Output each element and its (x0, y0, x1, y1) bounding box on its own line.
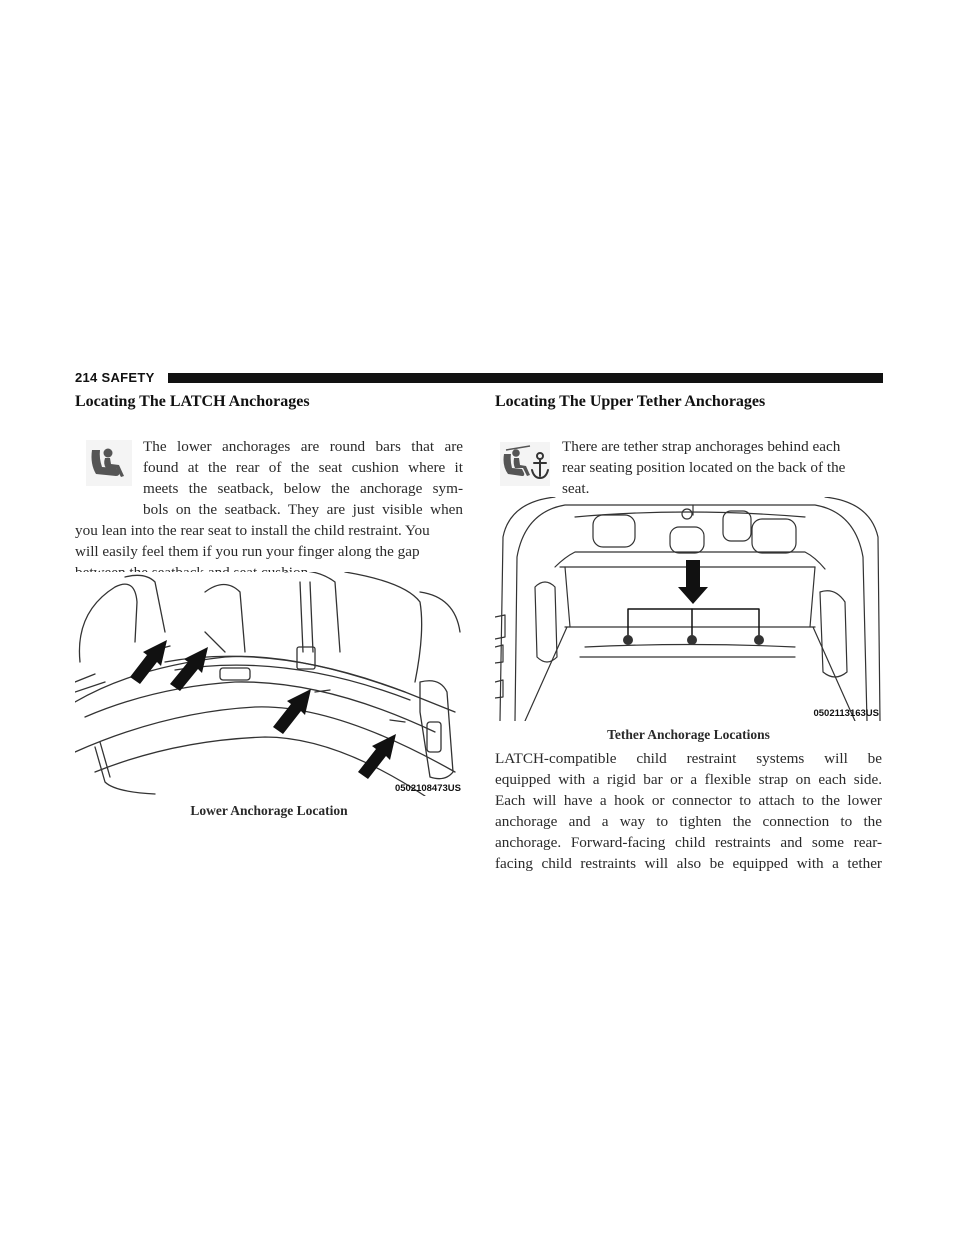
text-line: you lean into the rear seat to install the child restraint. You (75, 522, 430, 539)
text-line: Each will have a hook or connector to attach to the lower (495, 792, 882, 809)
text-line: facing child restraints will also be equipped with a tether (495, 855, 882, 872)
page-number-section-label: 214 SAFETY (75, 370, 155, 385)
figure-caption-lower-anchorage: Lower Anchorage Location (190, 803, 348, 818)
section-title-latch: Locating The LATCH Anchorages (75, 393, 310, 410)
latch-intro-text (143, 436, 463, 520)
latch-compatible-body-text (495, 748, 882, 874)
section-title-upper-tether: Locating The Upper Tether Anchorages (495, 393, 766, 410)
tether-intro-text (562, 436, 882, 499)
rear-seat-lower-anchorage-illustration (75, 572, 463, 796)
text-line: meets the seatback, below the anchorage sym- (143, 480, 463, 497)
text-line: There are tether strap anchorages behind each (562, 438, 841, 455)
text-line: will easily feel them if you run your finger along the gap (75, 543, 420, 560)
text-line: LATCH-compatible child restraint systems will be (495, 750, 882, 767)
text-line: rear seating position located on the back of the (562, 459, 846, 476)
figure-code: 0502108473US (394, 783, 461, 794)
text-line: found at the rear of the seat cushion where it (143, 459, 463, 476)
text-line: seat. (562, 480, 590, 497)
child-seat-tether-anchor-icon (500, 442, 550, 486)
figure-caption-tether-anchorage: Tether Anchorage Locations (607, 727, 770, 742)
text-line: anchorage. Forward-facing child restraints and some rear- (495, 834, 882, 851)
child-seat-icon (86, 440, 132, 486)
header-rule (168, 373, 883, 383)
figure-code: 0502113163US (813, 708, 879, 719)
text-line: anchorage and a way to tighten the connection to the (495, 813, 882, 830)
text-line: bols on the seatback. They are just visible when (143, 501, 463, 518)
text-line: equipped with a rigid bar or a flexible strap on each side. (495, 771, 882, 788)
text-line: The lower anchorages are round bars that are (143, 438, 463, 455)
cargo-area-tether-anchorage-illustration (495, 497, 882, 721)
